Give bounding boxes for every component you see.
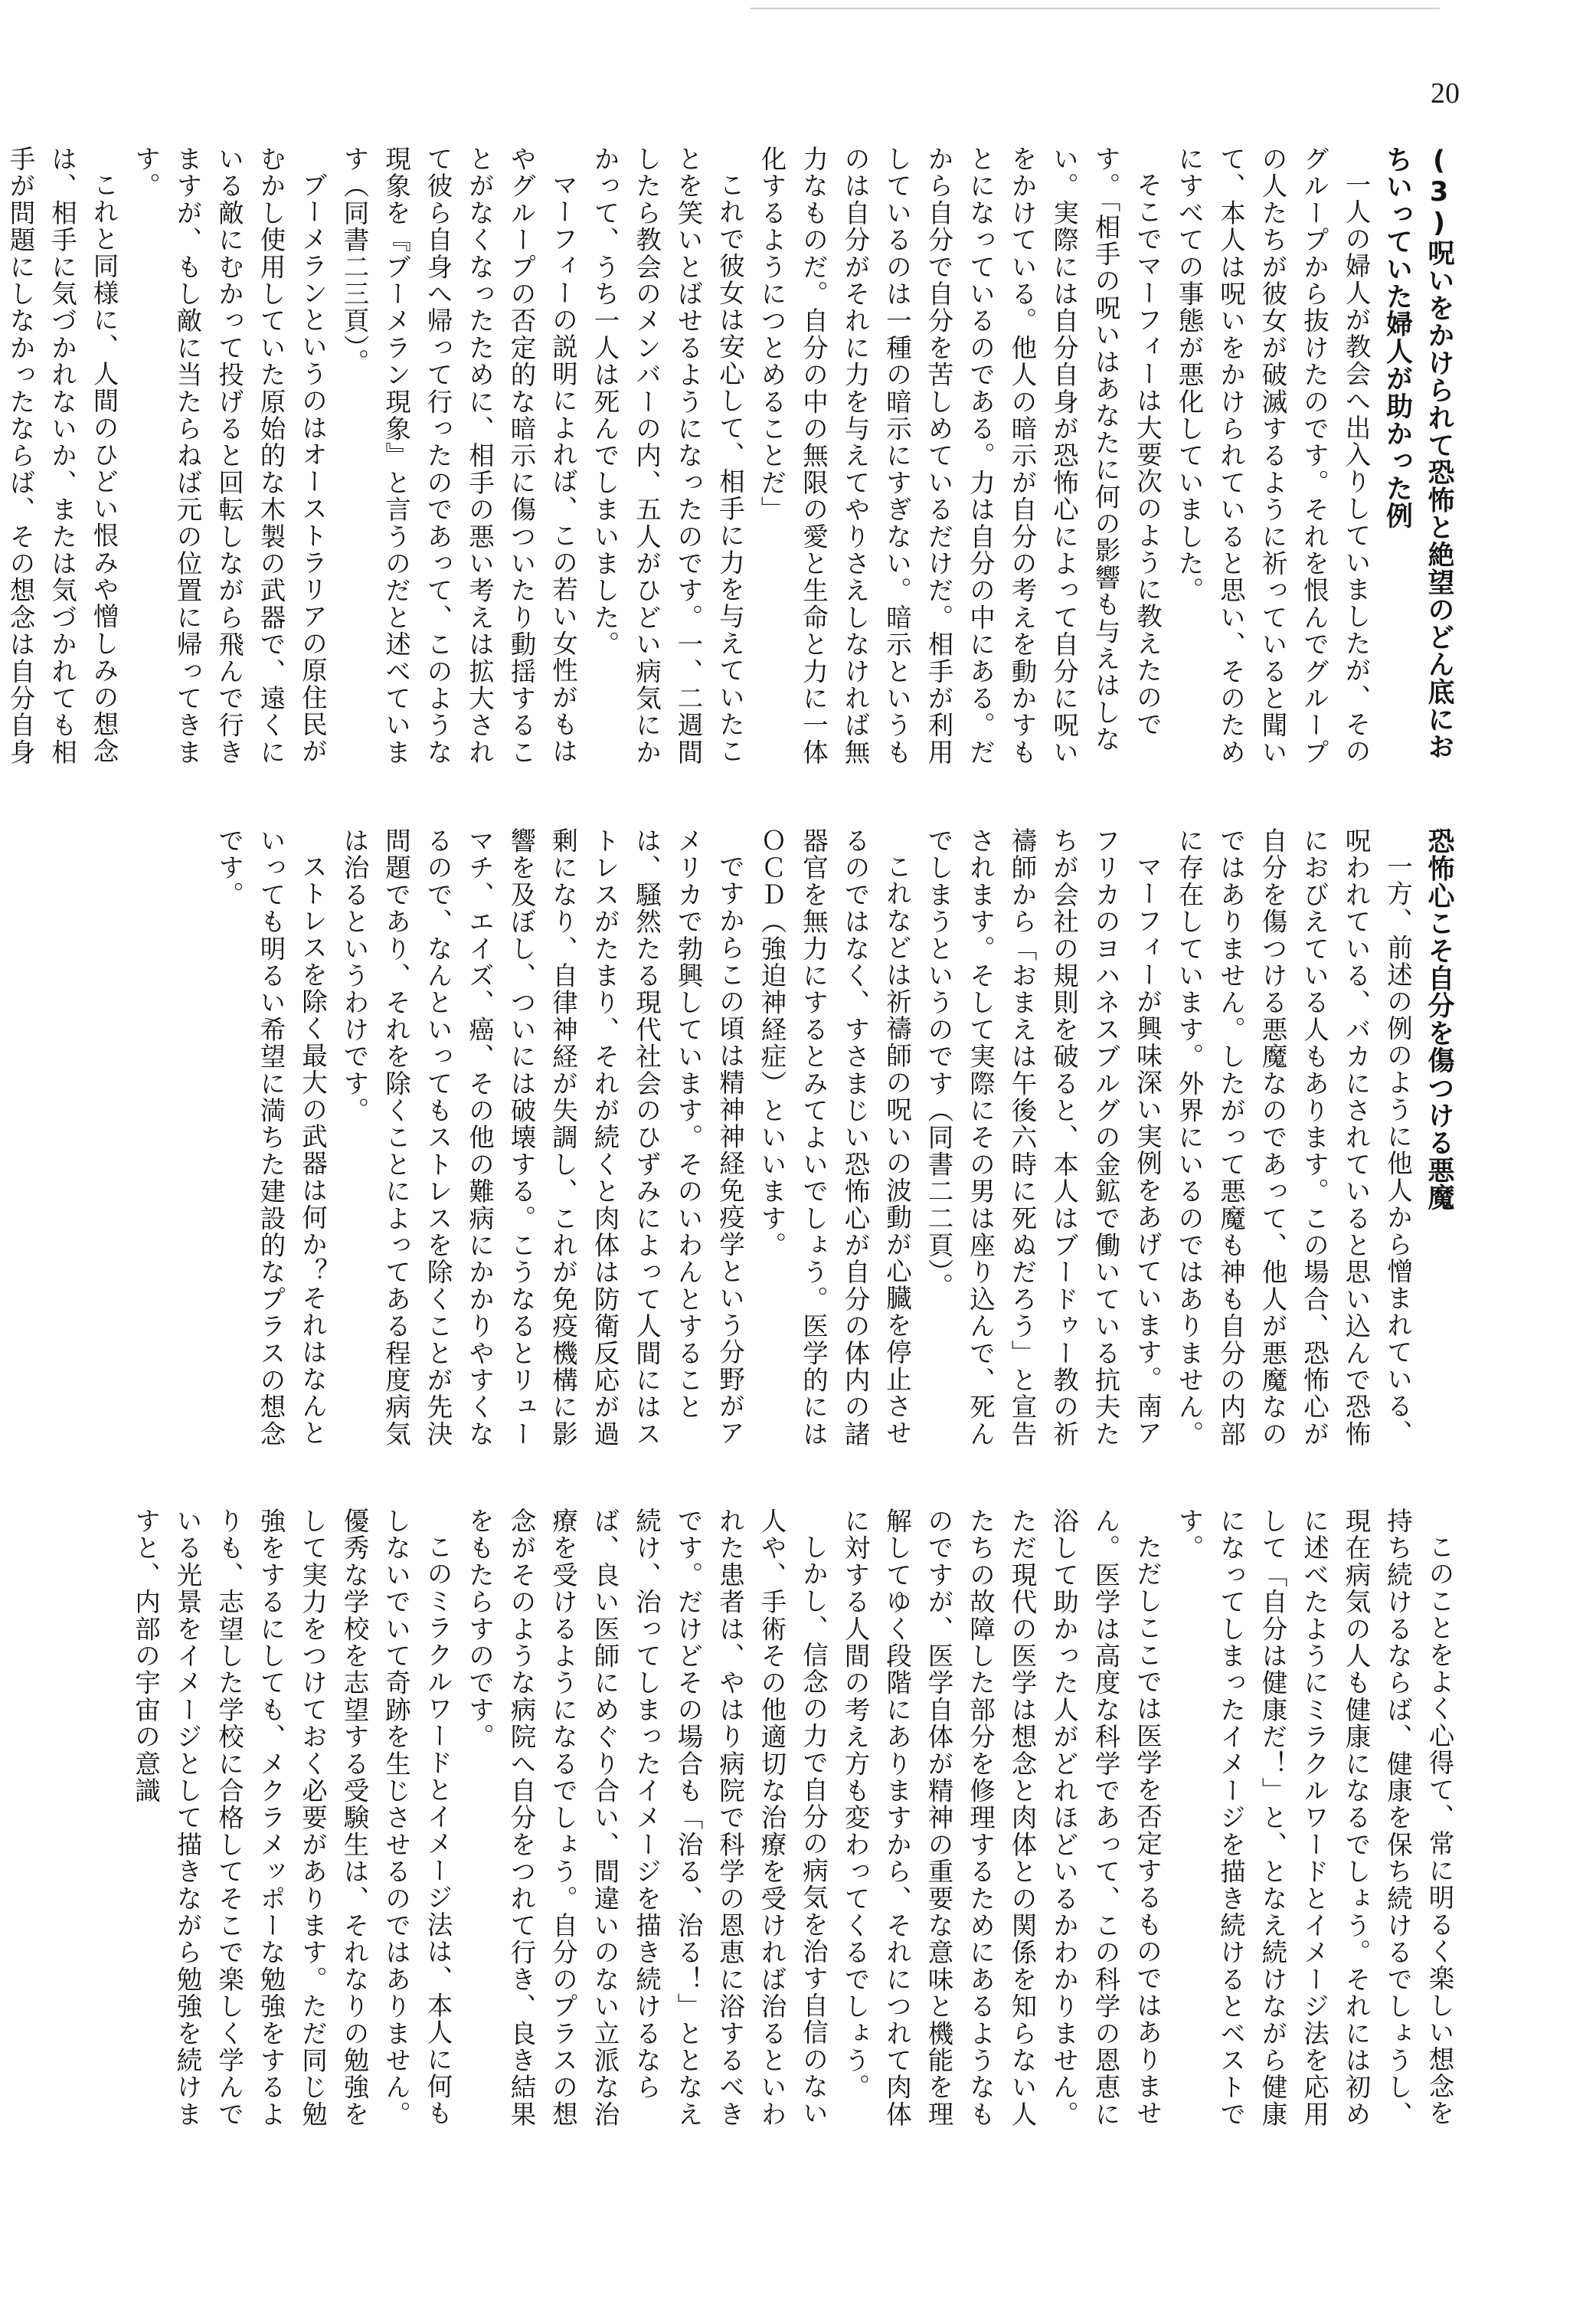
paragraph: マーフィーの説明によれば、この若い女性がもはやグループの否定的な暗示に傷ついたり動揺することがなくなったために、相手の悪い考えは拡大されて彼ら自身へ帰って行ったのであって、このような現象を『ブーメラン現象』と言うのだと述べています（同書二三頁）。 — [339, 146, 578, 766]
paragraph: このミラクルワードとイメージ法は、本人に何もしないでいて奇跡を生じさせるのではありません。優秀な学校を志望する受験生は、それなりの勉強をして実力をつけておく必要があります。ただ同じ勉強をするにしても、メクラメッポーな勉強をするよりも、志望した学校に合格してそこで楽しく学んでいる光景をイメージとして描きながら勉強を続けますと、内部の宇宙の意識 — [130, 1508, 453, 2128]
page-number: 20 — [1431, 77, 1460, 110]
paragraph: これで彼女は安心して、相手に力を与えていたことを笑いとばせるようになったのです。一、二週間したら教会のメンバーの内、五人がひどい病気にかかって、うち一人は死んでしまいました。 — [590, 146, 745, 766]
paragraph: マーフィーが興味深い実例をあげています。南アフリカのヨハネスブルグの金鉱で働いている抗夫たちが会社の規則を破ると、本人はブードゥー教の祈禱師から「おまえは午後六時に死ぬだろう」と宣告されます。そして実際にその男は座り込んで、死んでしまうというのです（同書二二頁）。 — [924, 827, 1163, 1448]
paragraph: ブーメランというのはオーストラリアの原住民がむかし使用していた原始的な木製の武器で、遠くにいる敵にむかって投げると回転しながら飛んで行きますが、もし敵に当たらねば元の位置に帰ってきます。 — [130, 146, 328, 766]
paragraph: ですからこの頃は精神神経免疫学という分野がアメリカで勃興しています。そのいわんとすることは、騒然たる現代社会のひずみによって人間にはストレスがたまり、それが続くと肉体は防衛反応が過剰になり、自律神経が失調し、これが免疫機構に影響を及ぼし、ついには破壊する。こうなるとリューマチ、エイズ、癌、その他の難病にかかりやすくなるので、なんといってもストレスを除くことが先決問題であり、それを除くことによってある程度病気は治るというわけです。 — [339, 827, 745, 1448]
text-block-middle — [188, 827, 1460, 1449]
paragraph: 一人の婦人が教会へ出入りしていましたが、そのグループから抜けたのです。それを恨んでグループの人たちが彼女が破滅するように祈っていると聞いて、本人は呪いをかけられていると思い、そのためにすべての事態が悪化していました。 — [1174, 146, 1371, 766]
paragraph: これと同様に、人間のひどい恨みや憎しみの想念は、相手に気づかれないか、または気づかれても相手が問題にしなかったならば、その想念は自分自身 — [5, 146, 119, 766]
text-block-top — [5, 146, 1460, 768]
paragraph: これなどは祈禱師の呪いの波動が心臓を停止させるのではなく、すさまじい恐怖心が自分の体内の諸器官を無力にするとみてよいでしょう。医学的にはＯＣＤ（強迫神経症）といいます。 — [757, 827, 912, 1448]
paragraph: このことをよく心得て、常に明るく楽しい想念を持ち続けるならば、健康を保ち続けるでしょうし、現在病気の人も健康になるでしょう。それには初めに述べたようにミラクルワードとイメージ法を応用して「自分は健康だ！」と、となえ続けながら健康になってしまったイメージを描き続けるとベストです。 — [1174, 1508, 1454, 2128]
paragraph: しかし、信念の力で自分の病気を治す自信のない人や、手術その他適切な治療を受ければ治るといわれた患者は、やはり病院で科学の恩恵に浴するべきです。だけどその場合も「治る、治る！」ととなえ続け、治ってしまったイメージを描き続けるならば、良い医師にめぐり合い、間違いのない立派な治療を受けるようになるでしょう。自分のプラスの想念がそのような病院へ自分をつれて行き、良き結果をもたらすのです。 — [464, 1508, 829, 2128]
section-heading-curse: (3)呪いをかけられて恐怖と絶望のどん底におちいっていた婦人が助かった例 — [1382, 146, 1454, 761]
paragraph: そこでマーフィーは大要次のように教えたのです。「相手の呪いはあなたに何の影響も与えはしない。実際には自分自身が恐怖心によって自分に呪いをかけている。他人の暗示が自分の考えを動かすもとになっているのである。力は自分の中にある。だから自分で自分を苦しめているだけだ。相手が利用しているのは一種の暗示にすぎない。暗示というものは自分がそれに力を与えてやりさえしなければ無力なものだ。自分の中の無限の愛と生命と力に一体化するようにつとめることだ」 — [757, 146, 1163, 766]
top-rule — [751, 8, 1440, 9]
paragraph: ただしここでは医学を否定するものではありません。医学は高度な科学であって、この科学の恩恵に浴して助かった人がどれほどいるかわかりません。ただ現代の医学は想念と肉体との関係を知らない人たちの故障した部分を修理するためにあるようなものですが、医学自体が精神の重要な意味と機能を理解してゆく段階にありますから、それにつれて肉体に対する人間の考え方も変わってくるでしょう。 — [840, 1508, 1163, 2128]
paragraph: ストレスを除く最大の武器は何か？それはなんといっても明るい希望に満ちた建設的なプラスの想念です。 — [214, 827, 328, 1448]
section-heading-fear: 恐怖心こそ自分を傷つける悪魔 — [1424, 827, 1454, 1212]
text-block-bottom — [130, 1508, 1460, 2130]
paragraph: 一方、前述の例のように他人から憎まれている、呪われている、バカにされていると思い込んで恐怖におびえている人もあります。この場合、恐怖心が自分を傷つける悪魔なのであって、他人が悪魔なのではありません。したがって悪魔も神も自分の内部に存在しています。外界にいるのではありません。 — [1174, 827, 1413, 1448]
